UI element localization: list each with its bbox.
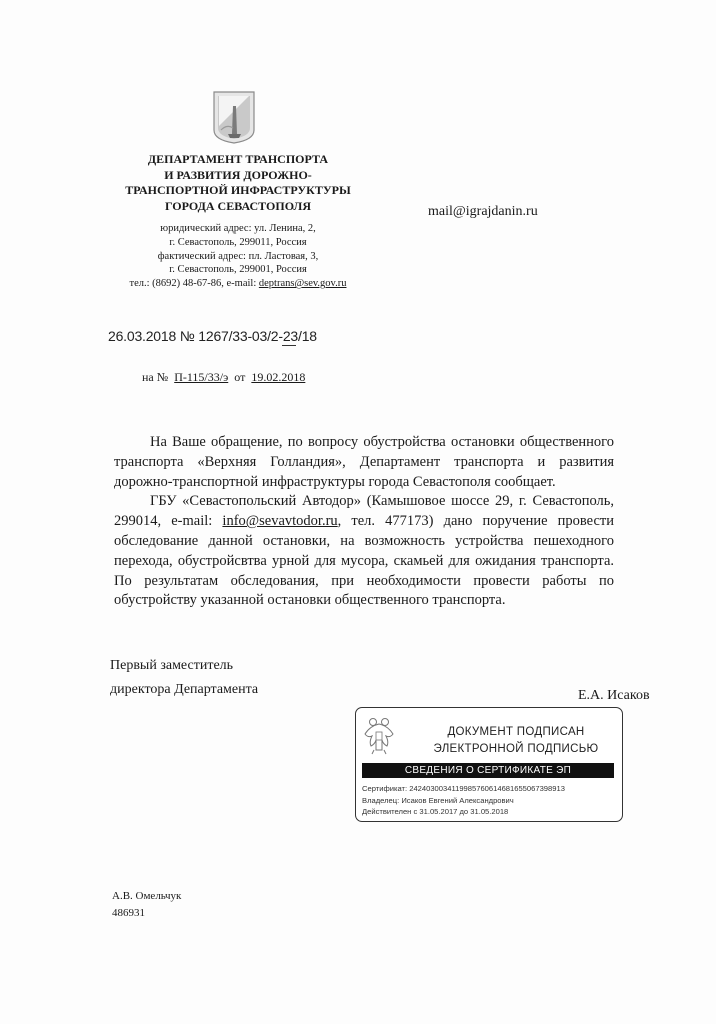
actual-address-line2: г. Севастополь, 299001, Россия bbox=[169, 264, 307, 276]
reference-date: 19.02.2018 bbox=[251, 370, 306, 384]
reference-number: П-115/33/э bbox=[174, 370, 229, 384]
org-name-line: ГОРОДА СЕВАСТОПОЛЯ bbox=[164, 198, 312, 213]
coat-of-arms-icon bbox=[362, 716, 396, 756]
contacts-prefix: тел.: (8692) 48-67-86, e-mail: bbox=[129, 278, 259, 290]
signer-position-line2: директора Департамента bbox=[110, 682, 259, 697]
certificate-details bbox=[362, 783, 565, 818]
reference-middle: от bbox=[234, 370, 246, 384]
org-name-line: ДЕПАРТАМЕНТ ТРАНСПОРТА bbox=[147, 152, 329, 166]
certificate-owner: Владелец: Исаков Евгений Александрович bbox=[362, 795, 514, 805]
reference-line bbox=[142, 370, 308, 385]
registration-number: 26.03.2018 № 1267/33-03/2-23/18 bbox=[108, 328, 317, 344]
performer-info bbox=[112, 888, 181, 922]
actual-address-line1: фактический адрес: пл. Ластовая, 3, bbox=[157, 250, 319, 262]
performer-phone: 486931 bbox=[112, 907, 145, 919]
signer-position bbox=[110, 654, 258, 702]
autodor-email-link[interactable]: info@sevavtodor.ru bbox=[222, 513, 338, 530]
legal-address-line1: юридический адрес: ул. Ленина, 2, bbox=[160, 223, 316, 234]
electronic-signature-stamp bbox=[355, 707, 623, 822]
performer-name: А.В. Омельчук bbox=[112, 890, 182, 902]
paragraph2-text-before: ГБУ «Севастопольский Автодор» (Камышовое шоссе 29, г. Севастополь, 299014, e-mail: bbox=[114, 493, 614, 530]
org-name-line: И РАЗВИТИЯ ДОРОЖНО- bbox=[164, 167, 312, 182]
stamp-title-line2: ЭЛЕКТРОННОЙ ПОДПИСЬЮ bbox=[433, 743, 599, 755]
letter-body bbox=[114, 433, 614, 611]
contacts-line bbox=[110, 277, 366, 291]
certificate-validity: Действителен с 31.05.2017 до 31.05.2018 bbox=[362, 807, 509, 816]
body-paragraph-1: На Ваше обращение, по вопросу обустройства остановки общественного транспорта «Верхняя Голландия», Департамент транспорта и развития дорожно-транспортной инфраструктуры города Севастополя сообщает. bbox=[114, 434, 614, 490]
body-paragraph-2 bbox=[114, 492, 614, 611]
certificate-info-bar: СВЕДЕНИЯ О СЕРТИФИКАТЕ ЭП bbox=[362, 763, 614, 778]
reference-prefix: на № bbox=[142, 370, 169, 384]
certificate-number: Сертификат: 24240300341199857606146816550673989​13 bbox=[362, 784, 565, 793]
org-name-line: ТРАНСПОРТНОЙ ИНФРАСТРУКТУРЫ bbox=[125, 183, 351, 197]
paragraph2-text-after: , тел. 477173) дано поручение провести обследование данной остановки, на возможность устройства пешеходного перехода, обустройсвтва урной для мусора, скамьей для ожидания транспорта. По результатам обследования, при необходимости провести работы по обустройству указанной остановки общественного транспорта. bbox=[114, 513, 614, 609]
organization-address bbox=[110, 222, 366, 291]
recipient-email: mail@igrajdanin.ru bbox=[428, 204, 538, 219]
signer-name: Е.А. Исаков bbox=[578, 688, 650, 703]
stamp-title bbox=[418, 724, 614, 758]
signer-position-line1: Первый заместитель bbox=[110, 658, 234, 673]
sevastopol-emblem-icon bbox=[213, 90, 255, 144]
organization-name bbox=[110, 152, 366, 214]
legal-address-line2: г. Севастополь, 299011, Россия bbox=[169, 236, 307, 248]
department-email-link[interactable]: deptrans@sev.gov.ru bbox=[258, 278, 347, 290]
registration-underline bbox=[282, 345, 296, 346]
stamp-title-line1: ДОКУМЕНТ ПОДПИСАН bbox=[447, 726, 585, 738]
